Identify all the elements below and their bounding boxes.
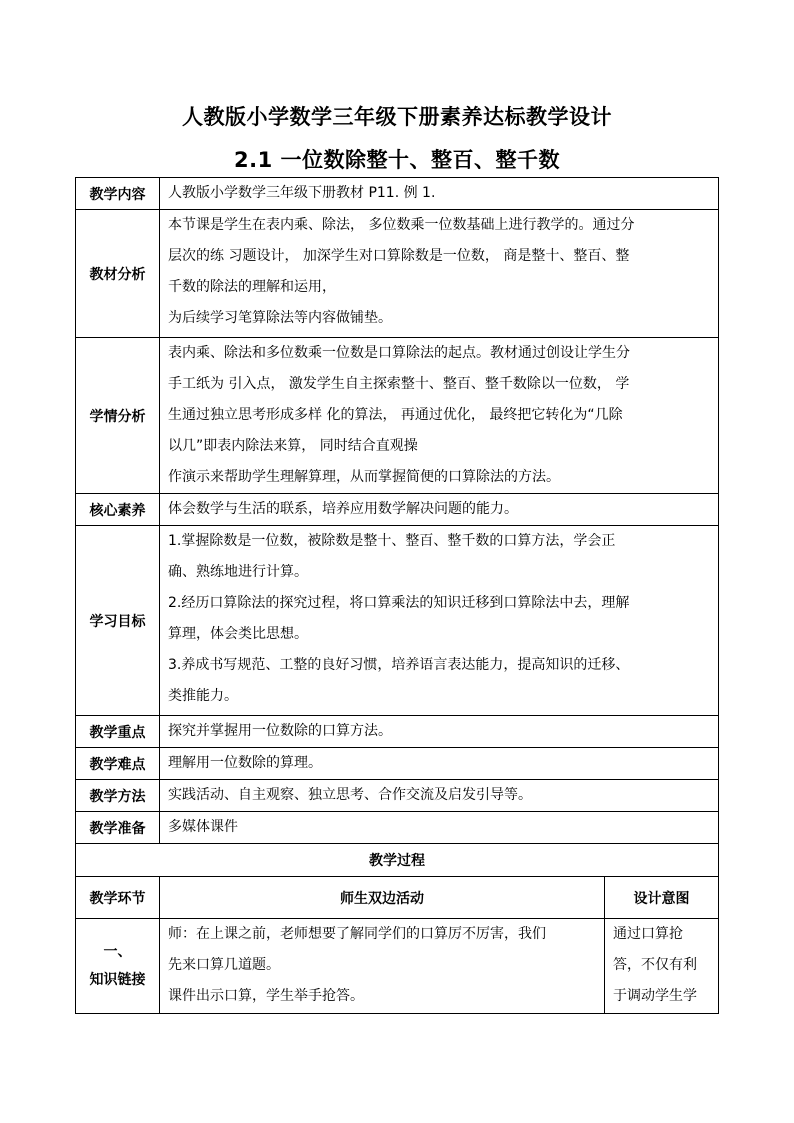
content-line: 人教版小学数学三年级下册教材 P11. 例 1.: [168, 185, 436, 201]
value-key-point: [160, 716, 719, 748]
content-line: 算理，体会类比思想。: [168, 626, 308, 642]
content-line: 以几”即表内除法来算， 同时结合直观操: [168, 438, 418, 454]
value-learning-goals: [160, 526, 719, 716]
stage-line: 一、: [103, 944, 132, 960]
value-teaching-method: [160, 780, 719, 812]
value-difficulty: [160, 748, 719, 780]
content-line: 体会数学与生活的联系，培养应用数学解决问题的能力。: [168, 501, 518, 517]
intent-line: 答，不仅有利: [613, 957, 697, 973]
activity-line: 课件出示口算，学生举手抢答。: [168, 988, 364, 1004]
label-teaching-prep: 教学准备: [76, 812, 160, 844]
stage-knowledge-link: [76, 919, 160, 1014]
row-difficulty: [76, 748, 719, 780]
intent-line: 通过口算抢: [613, 926, 683, 942]
label-teaching-method: 教学方法: [76, 780, 160, 812]
row-material-analysis: [76, 210, 719, 338]
content-line: 1.掌握除数是一位数，被除数是整十、整百、整千数的口算方法，学会正: [168, 533, 616, 549]
activity-line: 师：在上课之前，老师想要了解同学们的口算厉不厉害，我们: [168, 926, 546, 942]
stage-line: 知识链接: [89, 972, 146, 988]
intent-knowledge-link: [605, 919, 719, 1014]
value-teaching-prep: [160, 812, 719, 844]
content-line: 层次的练 习题设计， 加深学生对口算除数是一位数， 商是整十、整百、整: [168, 248, 630, 264]
label-difficulty: 教学难点: [76, 748, 160, 780]
label-student-analysis: 学情分析: [76, 338, 160, 494]
row-teaching-method: [76, 780, 719, 812]
content-line: 千数的除法的理解和运用，: [168, 279, 336, 295]
value-core-literacy: [160, 494, 719, 526]
row-process-heading: [76, 844, 719, 877]
content-line: 多媒体课件: [168, 819, 238, 835]
label-material-analysis: 教材分析: [76, 210, 160, 338]
row-key-point: [76, 716, 719, 748]
row-student-analysis: [76, 338, 719, 494]
content-line: 实践活动、自主观察、独立思考、合作交流及启发引导等。: [168, 787, 532, 803]
content-line: 为后续学习笔算除法等内容做铺垫。: [168, 310, 392, 326]
content-line: 理解用一位数除的算理。: [168, 755, 322, 771]
label-key-point: 教学重点: [76, 716, 160, 748]
teaching-process-heading: 教学过程: [76, 844, 719, 877]
content-line: 表内乘、除法和多位数乘一位数是口算除法的起点。教材通过创设让学生分: [168, 345, 630, 361]
activity-knowledge-link: [160, 919, 605, 1014]
value-teaching-content: [160, 178, 719, 210]
label-learning-goals: 学习目标: [76, 526, 160, 716]
row-teaching-prep: [76, 812, 719, 844]
content-line: 类推能力。: [168, 688, 238, 704]
row-learning-goals: [76, 526, 719, 716]
column-header-intent: 设计意图: [605, 877, 719, 919]
content-line: 探究并掌握用一位数除的口算方法。: [168, 723, 392, 739]
content-line: 3.养成书写规范、工整的良好习惯，培养语言表达能力，提高知识的迁移、: [168, 657, 630, 673]
intent-line: 于调动学生学: [613, 988, 697, 1004]
content-line: 生通过独立思考形成多样 化的算法， 再通过优化， 最终把它转化为“几除: [168, 407, 623, 423]
row-teaching-content: [76, 178, 719, 210]
column-header-activity: 师生双边活动: [160, 877, 605, 919]
label-teaching-content: 教学内容: [76, 178, 160, 210]
content-line: 2.经历口算除法的探究过程，将口算乘法的知识迁移到口算除法中去，理解: [168, 595, 630, 611]
row-step-knowledge-link: [76, 919, 719, 1014]
row-process-columns: [76, 877, 719, 919]
content-line: 手工纸为 引入点， 激发学生自主探索整十、整百、整千数除以一位数， 学: [168, 376, 630, 392]
lesson-subtitle: 2.1 一位数除整十、整百、整千数: [233, 148, 560, 172]
content-line: 确、熟练地进行计算。: [168, 564, 308, 580]
document-title: 人教版小学数学三年级下册素养达标教学设计: [182, 105, 612, 129]
value-material-analysis: [160, 210, 719, 338]
lesson-plan-table: [75, 177, 719, 1014]
activity-line: 先来口算几道题。: [168, 957, 280, 973]
content-line: 作演示来帮助学生理解算理，从而掌握简便的口算除法的方法。: [168, 469, 560, 485]
value-student-analysis: [160, 338, 719, 494]
row-core-literacy: [76, 494, 719, 526]
label-core-literacy: 核心素养: [76, 494, 160, 526]
column-header-stage: 教学环节: [76, 877, 160, 919]
content-line: 本节课是学生在表内乘、除法， 多位数乘一位数基础上进行教学的。通过分: [168, 217, 635, 233]
